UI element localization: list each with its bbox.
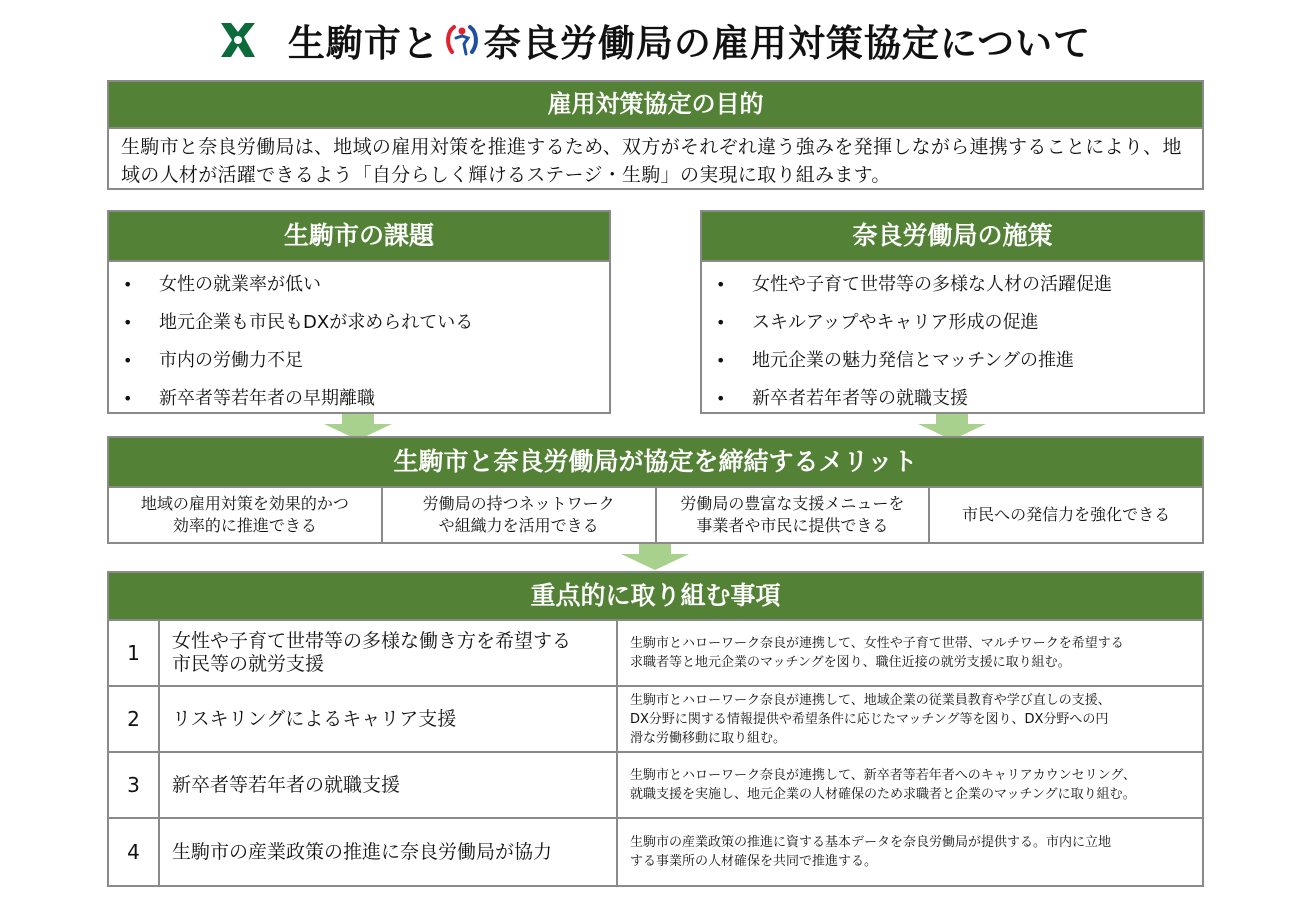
row-description: 生駒市とハローワーク奈良が連携して、地域企業の従業員教育や学び直しの支援、 DX分野に関する情報提供や希望条件に応じたマッチング等を図り、DX分野への円 滑な労働移動に取り組む。 (630, 692, 1111, 746)
bullet-icon: • (123, 275, 133, 294)
merit-cell: 地域の雇用対策を効果的かつ 効率的に推進できる (109, 488, 383, 542)
row-number: 1 (109, 621, 160, 685)
merits-heading: 生駒市と奈良労働局が協定を締結するメリット (109, 438, 1202, 488)
bullet-icon: • (123, 351, 133, 370)
list-item: • 女性の就業率が低い (109, 266, 609, 304)
list-item: • 新卒者若年者等の就職支援 (702, 380, 1203, 418)
issues-heading: 生駒市の課題 (109, 212, 609, 262)
merits-section (107, 436, 1204, 544)
merit-cell: 労働局の豊富な支援メニューを 事業者や市民に提供できる (657, 488, 931, 542)
merits-row (109, 488, 1202, 542)
row-description: 生駒市とハローワーク奈良が連携して、女性や子育て世帯、マルチワークを希望する 求職者等と地元企業のマッチングを図り、職住近接の就労支援に取り組む。 (630, 636, 1124, 670)
measures-list (702, 262, 1203, 418)
focus-items-section (107, 571, 1204, 887)
list-item: • 市内の労働力不足 (109, 342, 609, 380)
purpose-heading: 雇用対策協定の目的 (109, 82, 1202, 129)
list-item: • 女性や子育て世帯等の多様な人材の活躍促進 (702, 266, 1203, 304)
bullet-icon: • (123, 389, 133, 408)
issues-list (109, 262, 609, 418)
table-row (109, 687, 1202, 753)
row-title: 新卒者等若年者の就職支援 (160, 753, 618, 817)
merit-cell: 労働局の持つネットワーク や組織力を活用できる (383, 488, 657, 542)
table-row (109, 819, 1202, 885)
bullet-icon: • (716, 275, 726, 294)
page-title (0, 10, 1309, 70)
purpose-section (107, 80, 1204, 190)
row-title: 生駒市の産業政策の推進に奈良労働局が協力 (160, 819, 618, 885)
table-row (109, 753, 1202, 819)
ikoma-city-emblem-icon (218, 20, 258, 60)
row-number: 2 (109, 687, 160, 751)
row-title: リスキリングによるキャリア支援 (160, 687, 618, 751)
bullet-icon: • (716, 351, 726, 370)
list-item: • 新卒者等若年者の早期離職 (109, 380, 609, 418)
table-row (109, 621, 1202, 687)
bullet-icon: • (716, 389, 726, 408)
title-part-1: 生駒市と (287, 22, 440, 65)
arrow-down-icon (621, 554, 689, 570)
bullet-icon: • (716, 313, 726, 332)
row-number: 4 (109, 819, 160, 885)
list-item: • 地元企業も市民もDXが求められている (109, 304, 609, 342)
row-number: 3 (109, 753, 160, 817)
title-part-2: 奈良労働局の雇用対策協定について (483, 22, 1092, 65)
merit-cell: 市民への発信力を強化できる (962, 505, 1171, 524)
row-description: 生駒市の産業政策の推進に資する基本データを奈良労働局が提供する。市内に立地 する事業所の人材確保を共同で推進する。 (630, 835, 1112, 869)
ikoma-issues-section (107, 210, 611, 414)
row-description: 生駒市とハローワーク奈良が連携して、新卒者等若年者へのキャリアカウンセリング、 就職支援を実施し、地元企業の人材確保のため求職者と企業のマッチングに取り組む。 (630, 768, 1136, 802)
focus-heading: 重点的に取り組む事項 (109, 573, 1202, 621)
measures-heading: 奈良労働局の施策 (702, 212, 1203, 262)
purpose-text: 生駒市と奈良労働局は、地域の雇用対策を推進するため、双方がそれぞれ違う強みを発揮しながら連携することにより、地域の人材が活躍できるよう「自分らしく輝けるステージ・生駒」の実現に取り組みます。 (121, 136, 1182, 186)
list-item: • スキルアップやキャリア形成の促進 (702, 304, 1203, 342)
nara-bureau-measures-section (700, 210, 1205, 414)
list-item: • 地元企業の魅力発信とマッチングの推進 (702, 342, 1203, 380)
row-title: 女性や子育て世帯等の多様な働き方を希望する 市民等の就労支援 (160, 621, 618, 685)
bullet-icon: • (123, 313, 133, 332)
nara-labour-bureau-logo-icon (444, 22, 480, 58)
